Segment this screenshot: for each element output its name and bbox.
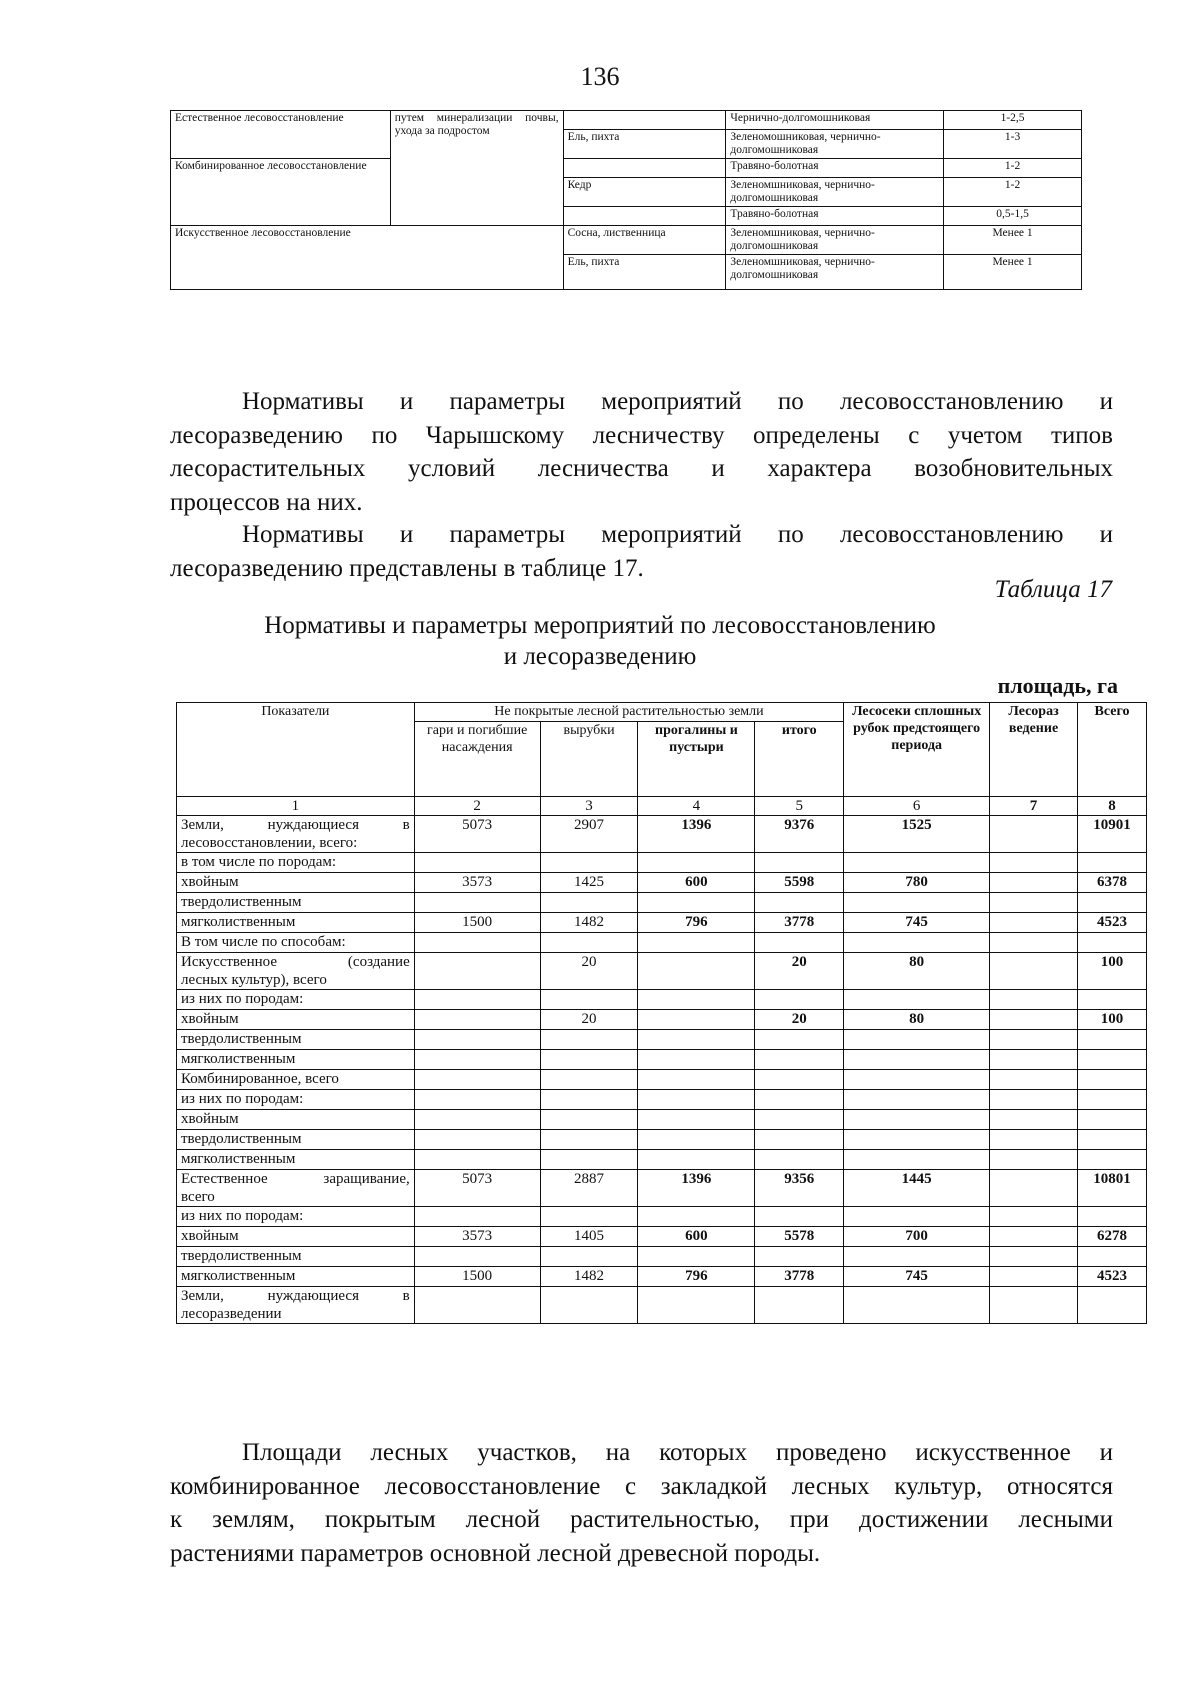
data-cell [755,893,844,913]
data-cell: 1482 [540,913,638,933]
row-label-line: мягколиственным [181,1051,296,1067]
page-number: 136 [580,62,620,91]
row-label [177,1227,415,1247]
row-label [177,913,415,933]
data-cell: 80 [844,953,990,990]
row-label-line: Комбинированное, всего [181,1071,339,1087]
data-cell [755,933,844,953]
data-cell [755,1150,844,1170]
table-row [177,1227,1147,1247]
table-row [177,816,1147,853]
method-cell: Комбинированное лесовосстановление [171,159,391,226]
row-label-line: твердолиственным [181,1131,302,1147]
table-row [177,853,1147,873]
data-cell [414,1030,540,1050]
data-cell [755,1050,844,1070]
data-cell [990,1227,1078,1247]
row-label-line: твердолиственным [181,894,302,910]
row-label-line: хвойным [181,1011,239,1027]
forest-type-cell: Зеленомшниковая, чернично-долгомошниковая [726,226,944,255]
data-cell: 20 [540,1010,638,1030]
data-cell: 3573 [414,1227,540,1247]
data-cell [638,1050,755,1070]
table-row [177,1110,1147,1130]
data-cell: 1525 [844,816,990,853]
data-cell [414,1287,540,1324]
data-cell: 20 [540,953,638,990]
data-cell: 4523 [1078,913,1147,933]
row-label [177,853,415,873]
data-cell [844,1207,990,1227]
paragraph-line: Площади лесных участков, на которых проведено искусственное и [242,1439,1113,1466]
header-glades: прогалины и пустыри [638,722,755,797]
data-cell [844,1090,990,1110]
data-cell [990,1050,1078,1070]
data-cell [990,1030,1078,1050]
data-cell [414,1090,540,1110]
column-number: 8 [1078,797,1147,816]
data-cell [755,1070,844,1090]
data-cell [990,873,1078,893]
data-cell [1078,933,1147,953]
species-cell: Ель, пихта [563,255,726,290]
data-cell [638,1207,755,1227]
data-cell [990,990,1078,1010]
data-cell [990,1207,1078,1227]
data-cell [990,1090,1078,1110]
data-cell [414,1247,540,1267]
row-label [177,1110,415,1130]
forest-type-cell: Травяно-болотная [726,207,944,226]
data-cell [844,933,990,953]
data-cell [990,1170,1078,1207]
row-label [177,1247,415,1267]
row-label [177,873,415,893]
table-row [177,1287,1147,1324]
data-cell [540,990,638,1010]
table-label: Таблица 17 [994,576,1112,603]
forest-type-cell: Зеленомшниковая, чернично-долгомошниковая [726,255,944,290]
data-cell [844,1130,990,1150]
data-cell [844,893,990,913]
paragraph-line: процессов на них. [170,488,363,516]
row-label-line: мягколиственным [181,914,296,930]
paragraph-line: лесоразведению представлены в таблице 17. [170,554,644,582]
data-cell [1078,1150,1147,1170]
data-cell: 9356 [755,1170,844,1207]
row-label [177,1030,415,1050]
data-cell [1078,1030,1147,1050]
data-cell [1078,1130,1147,1150]
data-cell [540,1030,638,1050]
data-cell [638,893,755,913]
data-cell [755,1130,844,1150]
data-cell [540,1130,638,1150]
table-row [177,1130,1147,1150]
row-label-line: хвойным [181,1228,239,1244]
data-cell [844,1247,990,1267]
row-label [177,1010,415,1030]
data-cell [990,893,1078,913]
value-cell: Менее 1 [944,255,1082,290]
data-cell: 2887 [540,1170,638,1207]
paragraph-conclusion [170,1436,1113,1570]
paragraph-line: Нормативы и параметры мероприятий по лесовосстановлению и [242,521,1113,548]
row-label [177,1130,415,1150]
table-row [177,953,1147,990]
data-cell [540,1110,638,1130]
data-cell [414,1150,540,1170]
data-cell: 5598 [755,873,844,893]
row-label [177,990,415,1010]
data-cell [844,1030,990,1050]
row-label-line: Искусственное (создание [181,954,410,970]
data-cell [540,1050,638,1070]
data-cell [990,1130,1078,1150]
data-cell: 1396 [638,1170,755,1207]
data-cell [638,1010,755,1030]
data-cell: 5073 [414,1170,540,1207]
data-cell [414,1010,540,1030]
column-number: 5 [755,797,844,816]
data-cell [844,1150,990,1170]
data-cell [990,933,1078,953]
table-row [177,873,1147,893]
data-cell: 20 [755,1010,844,1030]
data-cell [844,853,990,873]
row-label-line: из них по породам: [181,1208,304,1224]
row-label-line: хвойным [181,1111,239,1127]
data-cell: 796 [638,913,755,933]
value-cell: 0,5-1,5 [944,207,1082,226]
row-label-line: из них по породам: [181,1091,304,1107]
data-cell [414,1050,540,1070]
data-cell: 10801 [1078,1170,1147,1207]
row-label-line: твердолиственным [181,1031,302,1047]
data-cell: 3778 [755,1267,844,1287]
table-row [177,990,1147,1010]
data-cell: 745 [844,1267,990,1287]
data-cell [540,933,638,953]
table-title [0,610,1200,672]
data-cell [990,1150,1078,1170]
header-burned: гари и погибшие насаждения [414,722,540,797]
data-cell: 745 [844,913,990,933]
row-label [177,933,415,953]
data-cell [638,1287,755,1324]
column-number: 3 [540,797,638,816]
paragraph-norms-basis [170,385,1113,519]
table-row [177,1050,1147,1070]
row-label-line: Естественное заращивание, [181,1171,410,1187]
data-cell [844,1070,990,1090]
data-cell: 6378 [1078,873,1147,893]
data-cell [1078,1070,1147,1090]
data-cell [638,1030,755,1050]
header-subtotal: итого [755,722,844,797]
data-cell: 600 [638,873,755,893]
data-cell [414,893,540,913]
data-cell [414,1110,540,1130]
data-cell [755,1030,844,1050]
data-cell: 700 [844,1227,990,1247]
header-afforestation: Лесораз ведение [990,703,1078,797]
data-cell [414,1130,540,1150]
data-cell [990,953,1078,990]
data-cell: 1405 [540,1227,638,1247]
data-cell [755,990,844,1010]
data-cell [414,1207,540,1227]
row-label-line: в том числе по породам: [181,854,337,870]
data-cell [638,953,755,990]
paragraph-line: Нормативы и параметры мероприятий по лесовосстановлению и [242,388,1113,415]
data-cell [638,1247,755,1267]
row-label [177,893,415,913]
data-cell [844,990,990,1010]
paragraph-line: к землям, покрытым лесной растительностью, при достижении лесными [170,1506,1113,1533]
row-label-line: лесовосстановлении, всего: [181,835,358,851]
data-cell [540,1150,638,1170]
table-row [177,1207,1147,1227]
value-cell: 1-2,5 [944,111,1082,130]
data-cell: 1445 [844,1170,990,1207]
area-unit: площадь, га [997,673,1118,698]
column-number: 6 [844,797,990,816]
data-cell: 20 [755,953,844,990]
paragraph-line: комбинированное лесовосстановление с закладкой лесных культур, относятся [170,1472,1113,1500]
header-clearings: вырубки [540,722,638,797]
row-label-line: всего [181,1189,215,1205]
top-continuation-table [170,110,1082,290]
row-label-line: твердолиственным [181,1248,302,1264]
data-cell: 3573 [414,873,540,893]
data-cell [638,1110,755,1130]
data-cell [755,1090,844,1110]
data-cell [990,1287,1078,1324]
data-cell [844,1110,990,1130]
data-cell: 780 [844,873,990,893]
data-cell: 100 [1078,953,1147,990]
data-cell [844,1287,990,1324]
data-cell: 80 [844,1010,990,1030]
table-row [177,1170,1147,1207]
row-label-line: В том числе по способам: [181,934,346,950]
species-cell: Кедр [563,178,726,207]
data-cell [638,990,755,1010]
data-cell [638,853,755,873]
data-cell [540,853,638,873]
header-cutting-areas: Лесосеки сплошных рубок предстоящего периода [844,703,990,797]
paragraph-line: растениями параметров основной лесной древесной породы. [170,1539,821,1567]
row-label [177,1090,415,1110]
norms-table [176,702,1147,1324]
data-cell: 4523 [1078,1267,1147,1287]
row-label [177,816,415,853]
data-cell [638,1130,755,1150]
data-cell [755,1110,844,1130]
column-number: 7 [990,797,1078,816]
data-cell: 2907 [540,816,638,853]
data-cell [990,1267,1078,1287]
method-cell: Естественное лесовосстановление [171,111,391,159]
column-number: 2 [414,797,540,816]
table-title-line: и лесоразведению [503,643,697,670]
row-label-line: мягколиственным [181,1151,296,1167]
data-cell [638,1150,755,1170]
header-not-covered: Не покрытые лесной растительностью земли [414,703,844,722]
row-label [177,1150,415,1170]
data-cell [414,990,540,1010]
data-cell [1078,1110,1147,1130]
data-cell: 1482 [540,1267,638,1287]
data-cell [414,933,540,953]
column-number: 4 [638,797,755,816]
forest-type-cell: Зеленомошниковая, чернично-долгомошниковая [726,130,944,159]
table-row [177,1150,1147,1170]
data-cell: 600 [638,1227,755,1247]
data-cell [990,1070,1078,1090]
table-row [177,1090,1147,1110]
row-label-line: лесных культур), всего [181,972,327,988]
data-cell [638,1090,755,1110]
row-label-line: из них по породам: [181,991,304,1007]
data-cell: 9376 [755,816,844,853]
data-cell: 1500 [414,913,540,933]
row-label-line: Земли, нуждающиеся в [181,1288,410,1304]
data-cell [638,933,755,953]
data-cell [990,853,1078,873]
measure-cell: путем минерализации почвы, ухода за подростом [390,111,563,226]
value-cell: Менее 1 [944,226,1082,255]
row-label-line: мягколиственным [181,1268,296,1284]
data-cell [540,1287,638,1324]
data-cell [755,1207,844,1227]
data-cell [1078,893,1147,913]
species-cell [563,159,726,178]
data-cell [1078,1207,1147,1227]
paragraph-line: лесорастительных условий лесничества и характера возобновительных [170,455,1113,482]
data-cell: 796 [638,1267,755,1287]
table-row [177,1010,1147,1030]
table-title-line: Нормативы и параметры мероприятий по лесовосстановлению [264,612,936,639]
header-total: Всего [1078,703,1147,797]
value-cell: 1-2 [944,159,1082,178]
data-cell [990,913,1078,933]
data-cell: 1500 [414,1267,540,1287]
data-cell: 3778 [755,913,844,933]
paragraph-table-ref [170,518,1113,585]
row-label [177,1050,415,1070]
value-cell: 1-2 [944,178,1082,207]
header-indicators: Показатели [177,703,415,797]
row-label [177,1267,415,1287]
data-cell: 5578 [755,1227,844,1247]
data-cell [844,1050,990,1070]
data-cell [540,1070,638,1090]
row-label-line: Земли, нуждающиеся в [181,817,410,833]
table-row [177,1030,1147,1050]
table-row [177,913,1147,933]
data-cell [990,1247,1078,1267]
species-cell [563,111,726,130]
table-row [177,1070,1147,1090]
data-cell: 6278 [1078,1227,1147,1247]
data-cell [1078,1090,1147,1110]
row-label [177,1170,415,1207]
data-cell [1078,1287,1147,1324]
data-cell [1078,1050,1147,1070]
data-cell [540,1207,638,1227]
forest-type-cell: Травяно-болотная [726,159,944,178]
forest-type-cell: Черничнo-долгомошниковая [726,111,944,130]
method-cell: Искусственное лесовосстановление [171,226,564,290]
data-cell: 100 [1078,1010,1147,1030]
paragraph-line: лесоразведению по Чарышскому лесничеству определены с учетом типов [170,421,1113,449]
data-cell [638,1070,755,1090]
row-label [177,953,415,990]
species-cell [563,207,726,226]
table-row [177,933,1147,953]
data-cell: 1396 [638,816,755,853]
data-cell [540,1090,638,1110]
data-cell: 10901 [1078,816,1147,853]
data-cell [414,853,540,873]
data-cell [990,1010,1078,1030]
row-label-line: лесоразведении [181,1306,282,1322]
table-row [177,1247,1147,1267]
data-cell: 5073 [414,816,540,853]
row-label [177,1287,415,1324]
forest-type-cell: Зеленомшниковая, чернично-долгомошниковая [726,178,944,207]
data-cell [1078,1247,1147,1267]
row-label [177,1207,415,1227]
data-cell: 1425 [540,873,638,893]
row-label-line: хвойным [181,874,239,890]
data-cell [414,1070,540,1090]
data-cell [414,953,540,990]
table-row [177,1267,1147,1287]
data-cell [540,893,638,913]
value-cell: 1-3 [944,130,1082,159]
table-row [177,893,1147,913]
column-number: 1 [177,797,415,816]
data-cell [755,1287,844,1324]
data-cell [1078,990,1147,1010]
species-cell: Сосна, лиственница [563,226,726,255]
data-cell [755,1247,844,1267]
data-cell [990,1110,1078,1130]
data-cell [1078,853,1147,873]
data-cell [755,853,844,873]
row-label [177,1070,415,1090]
data-cell [990,816,1078,853]
data-cell [540,1247,638,1267]
species-cell: Ель, пихта [563,130,726,159]
